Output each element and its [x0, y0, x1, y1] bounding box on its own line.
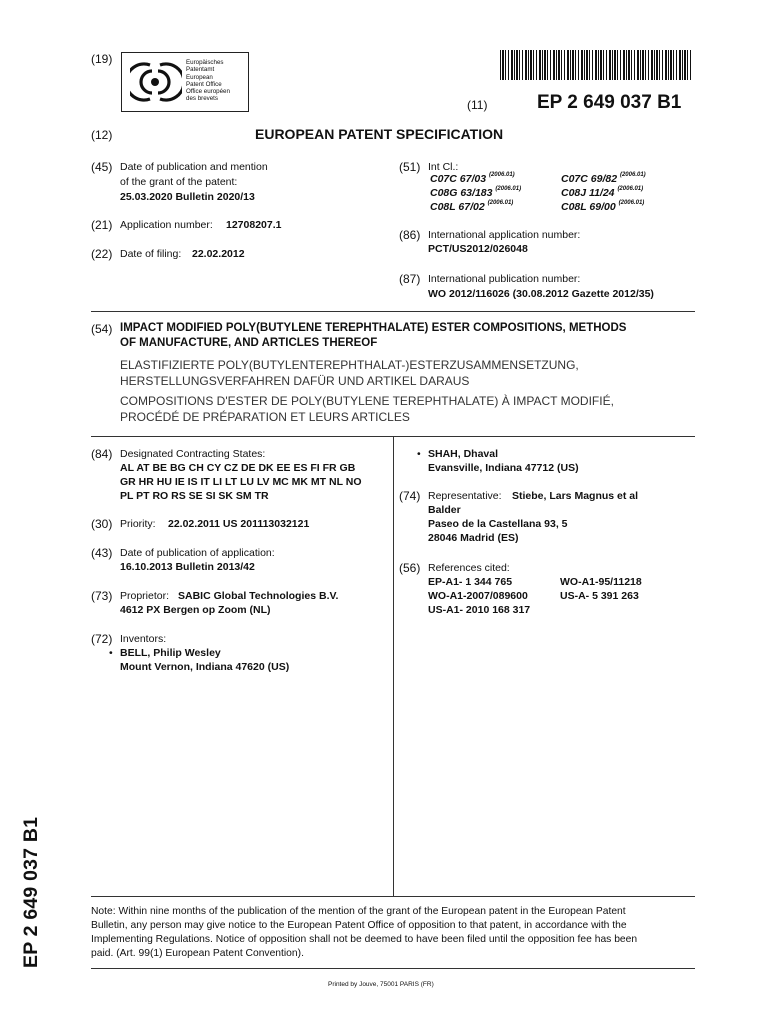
- inid-74: (74): [399, 489, 421, 503]
- note-line-4: paid. (Art. 99(1) European Patent Convention).: [91, 948, 304, 959]
- inid-19: (19): [91, 52, 113, 66]
- inid-86: (86): [399, 228, 421, 242]
- proprietor-name: SABIC Global Technologies B.V.: [178, 590, 339, 602]
- bullet: •: [417, 448, 421, 460]
- divider: [91, 896, 695, 897]
- priority-value: 22.02.2011 US 201113032121: [168, 518, 310, 530]
- title-fr-2: PROCÉDÉ DE PRÉPARATION ET LEURS ARTICLES: [120, 410, 410, 424]
- filing-date-value: 22.02.2012: [192, 248, 245, 260]
- inid-21: (21): [91, 218, 113, 232]
- intl-publication-label: International publication number:: [428, 273, 581, 285]
- barcode: [500, 50, 692, 80]
- inid-12: (12): [91, 128, 113, 142]
- inid-87: (87): [399, 272, 421, 286]
- states-line-3: PL PT RO RS SE SI SK SM TR: [120, 490, 269, 502]
- title-de-1: ELASTIFIZIERTE POLY(BUTYLENTEREPHTHALAT-)ESTERZUSAMMENSETZUNG,: [120, 358, 579, 372]
- inid-84: (84): [91, 447, 113, 461]
- intl-publication-value: WO 2012/116026 (30.08.2012 Gazette 2012/35): [428, 288, 654, 300]
- reference: WO-A1-2007/089600: [428, 590, 528, 602]
- title-de-2: HERSTELLUNGSVERFAHREN DAFÜR UND ARTIKEL DARAUS: [120, 374, 470, 388]
- inid-51: (51): [399, 160, 421, 174]
- bullet: •: [109, 647, 113, 659]
- int-cl-label: Int Cl.:: [428, 161, 459, 173]
- note-line-3: Implementing Regulations. Notice of opposition shall not be deemed to have been filed until the opposition fee has been: [91, 934, 638, 945]
- representative-label: Representative:: [428, 490, 502, 502]
- int-class-5: C08L 67/02 $^{(2006.01)}$: [430, 200, 514, 213]
- intl-application-label: International application number:: [428, 229, 581, 241]
- inid-43: (43): [91, 546, 113, 560]
- title-en-1: IMPACT MODIFIED POLY(BUTYLENE TEREPHTHALATE) ESTER COMPOSITIONS, METHODS: [120, 322, 627, 334]
- intl-application-value: PCT/US2012/026048: [428, 243, 528, 255]
- int-class-6: C08L 69/00 $^{(2006.01)}$: [561, 200, 645, 213]
- inid-54: (54): [91, 322, 113, 336]
- divider: [91, 311, 695, 312]
- int-class-1: C07C 67/03 $^{(2006.01)}$: [430, 172, 515, 185]
- application-number-label: Application number:: [120, 219, 213, 231]
- document-type: EUROPEAN PATENT SPECIFICATION: [255, 126, 504, 142]
- representative-name: Stiebe, Lars Magnus et al: [512, 490, 639, 502]
- representative-line-2: Balder: [428, 504, 461, 516]
- epo-logo-icon: [130, 57, 182, 107]
- inid-30: (30): [91, 517, 113, 531]
- priority-label: Priority:: [120, 518, 156, 530]
- grant-date-value: 25.03.2020 Bulletin 2020/13: [120, 191, 255, 203]
- representative-line-4: 28046 Madrid (ES): [428, 532, 519, 544]
- application-number-value: 12708207.1: [226, 219, 282, 231]
- representative-line-3: Paseo de la Castellana 93, 5: [428, 518, 568, 530]
- proprietor-label: Proprietor:: [120, 590, 170, 602]
- note-line-2: Bulletin, any person may give notice to the European Patent Office of opposition to that patent, in accordance with the: [91, 920, 627, 931]
- divider: [91, 968, 695, 969]
- reference: US-A- 5 391 263: [560, 590, 639, 602]
- int-class-4: C08J 11/24 $^{(2006.01)}$: [561, 186, 644, 199]
- states-label: Designated Contracting States:: [120, 448, 266, 460]
- inid-11: (11): [467, 98, 488, 112]
- inid-56: (56): [399, 561, 421, 575]
- column-divider: [393, 436, 394, 896]
- title-fr-1: COMPOSITIONS D'ESTER DE POLY(BUTYLENE TEREPHTHALATE) À IMPACT MODIFIÉ,: [120, 394, 614, 408]
- application-publication-label: Date of publication of application:: [120, 547, 275, 559]
- epo-logo: [121, 52, 249, 112]
- inventor-2-name: SHAH, Dhaval: [428, 448, 499, 460]
- inid-72: (72): [91, 632, 113, 646]
- title-en-2: OF MANUFACTURE, AND ARTICLES THEREOF: [120, 337, 378, 349]
- inid-73: (73): [91, 589, 113, 603]
- int-class-2: C07C 69/82 $^{(2006.01)}$: [561, 172, 646, 185]
- inid-45: (45): [91, 160, 113, 174]
- inventor-2-address: Evansville, Indiana 47712 (US): [428, 462, 579, 474]
- side-publication-number: EP 2 649 037 B1: [20, 816, 42, 968]
- reference: WO-A1-95/11218: [560, 576, 642, 588]
- reference: US-A1- 2010 168 317: [428, 604, 531, 616]
- states-line-2: GR HR HU IE IS IT LI LT LU LV MC MK MT NL NO: [120, 476, 362, 488]
- application-publication-value: 16.10.2013 Bulletin 2013/42: [120, 561, 255, 573]
- references-label: References cited:: [428, 562, 510, 574]
- grant-date-label-2: of the grant of the patent:: [120, 176, 238, 188]
- reference: EP-A1- 1 344 765: [428, 576, 513, 588]
- proprietor-address: 4612 PX Bergen op Zoom (NL): [120, 604, 271, 616]
- inventor-1-address: Mount Vernon, Indiana 47620 (US): [120, 661, 290, 673]
- printer-note: Printed by Jouve, 75001 PARIS (FR): [328, 981, 434, 988]
- inid-22: (22): [91, 247, 113, 261]
- publication-number: EP 2 649 037 B1: [537, 92, 682, 113]
- int-class-3: C08G 63/183 $^{(2006.01)}$: [430, 186, 522, 199]
- inventors-label: Inventors:: [120, 633, 167, 645]
- note-line-1: Note: Within nine months of the publication of the mention of the grant of the European patent in the European Patent: [91, 906, 626, 917]
- office-name: Europäisches Patentamt European Patent Office Office européen des brevets: [186, 59, 230, 103]
- inventor-1-name: BELL, Philip Wesley: [120, 647, 221, 659]
- states-line-1: AL AT BE BG CH CY CZ DE DK EE ES FI FR GB: [120, 462, 356, 474]
- grant-date-label: Date of publication and mention: [120, 161, 268, 173]
- filing-date-label: Date of filing:: [120, 248, 182, 260]
